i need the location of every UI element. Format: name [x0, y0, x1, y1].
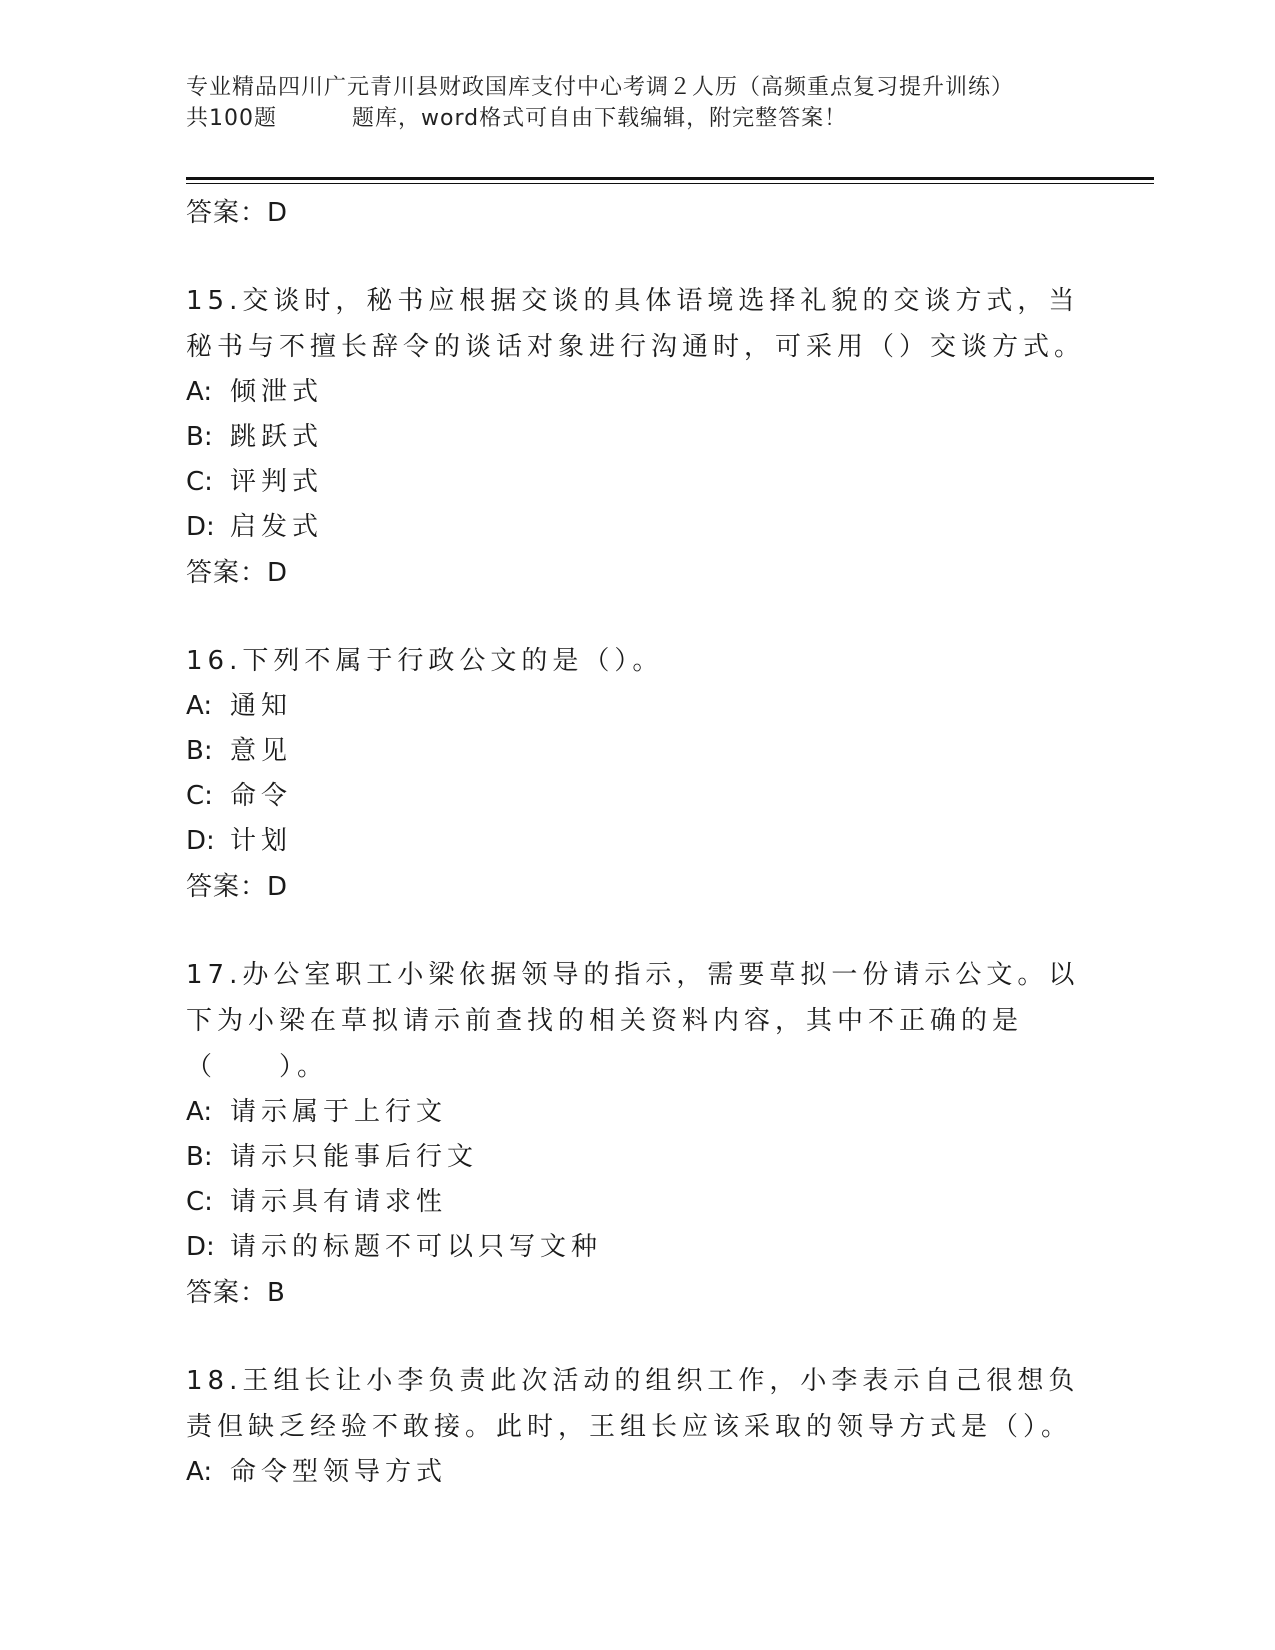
- option-text: 命令: [230, 781, 293, 811]
- answer-16: 答案：D: [186, 872, 289, 902]
- header-format-note: 题库，word格式可自由下载编辑，附完整答案！: [352, 106, 848, 131]
- question-17: [186, 952, 1086, 1316]
- header-question-count: 共100题: [186, 106, 277, 131]
- option-b: [186, 1135, 1086, 1180]
- option-text: 请示具有请求性: [230, 1187, 448, 1217]
- option-key: D:: [186, 512, 215, 542]
- option-key: A:: [186, 691, 213, 721]
- option-text: 请示只能事后行文: [230, 1142, 479, 1172]
- answer-previous: 答案：D: [186, 198, 289, 228]
- option-a: [186, 370, 1086, 415]
- option-key: A:: [186, 1097, 213, 1127]
- option-text: 请示的标题不可以只写文种: [230, 1232, 603, 1262]
- option-d: [186, 1225, 1086, 1270]
- question-text: 18.王组长让小李负责此次活动的组织工作，小李表示自己很想负责但缺乏经验不敢接。此时，王组长应该采取的领导方式是（）。: [186, 1366, 1080, 1442]
- option-d: [186, 505, 1086, 550]
- option-c: [186, 460, 1086, 505]
- option-key: D:: [186, 1232, 215, 1262]
- option-text: 跳跃式: [230, 422, 324, 452]
- answer-15: 答案：D: [186, 558, 289, 588]
- option-d: [186, 819, 1086, 864]
- header-rule-thick: [186, 177, 1154, 180]
- option-text: 评判式: [230, 467, 324, 497]
- option-text: 通知: [230, 691, 293, 721]
- option-key: C:: [186, 781, 213, 811]
- question-text: 17.办公室职工小梁依据领导的指示，需要草拟一份请示公文。以下为小梁在草拟请示前查找的相关资料内容，其中不正确的是（ ）。: [186, 960, 1080, 1082]
- option-text: 启发式: [230, 512, 324, 542]
- option-text: 意见: [230, 736, 293, 766]
- option-b: [186, 415, 1086, 460]
- option-a: [186, 1450, 1086, 1495]
- option-b: [186, 729, 1086, 774]
- header-subtitle-line: [186, 103, 1086, 134]
- option-key: B:: [186, 422, 213, 452]
- header-title-line: 专业精品四川广元青川县财政国库支付中心考调２人历（高频重点复习提升训练）: [186, 75, 1015, 100]
- question-16: [186, 638, 1086, 910]
- option-text: 计划: [230, 826, 293, 856]
- option-a: [186, 1090, 1086, 1135]
- question-list: [186, 190, 1086, 1495]
- option-c: [186, 774, 1086, 819]
- option-key: C:: [186, 467, 213, 497]
- header-rule-thin: [186, 183, 1154, 184]
- option-text: 倾泄式: [230, 377, 324, 407]
- question-text: 16.下列不属于行政公文的是（）。: [186, 646, 664, 676]
- question-18: [186, 1358, 1086, 1495]
- question-text: 15.交谈时，秘书应根据交谈的具体语境选择礼貌的交谈方式，当秘书与不擅长辞令的谈话对象进行沟通时，可采用（）交谈方式。: [186, 286, 1086, 362]
- option-text: 请示属于上行文: [230, 1097, 448, 1127]
- option-key: D:: [186, 826, 215, 856]
- question-15: [186, 278, 1086, 596]
- option-key: B:: [186, 736, 213, 766]
- option-key: A:: [186, 1457, 213, 1487]
- option-text: 命令型领导方式: [230, 1457, 448, 1487]
- option-a: [186, 684, 1086, 729]
- option-c: [186, 1180, 1086, 1225]
- answer-17: 答案：B: [186, 1278, 286, 1308]
- option-key: C:: [186, 1187, 213, 1217]
- page-header: [186, 72, 1086, 134]
- option-key: B:: [186, 1142, 213, 1172]
- option-key: A:: [186, 377, 213, 407]
